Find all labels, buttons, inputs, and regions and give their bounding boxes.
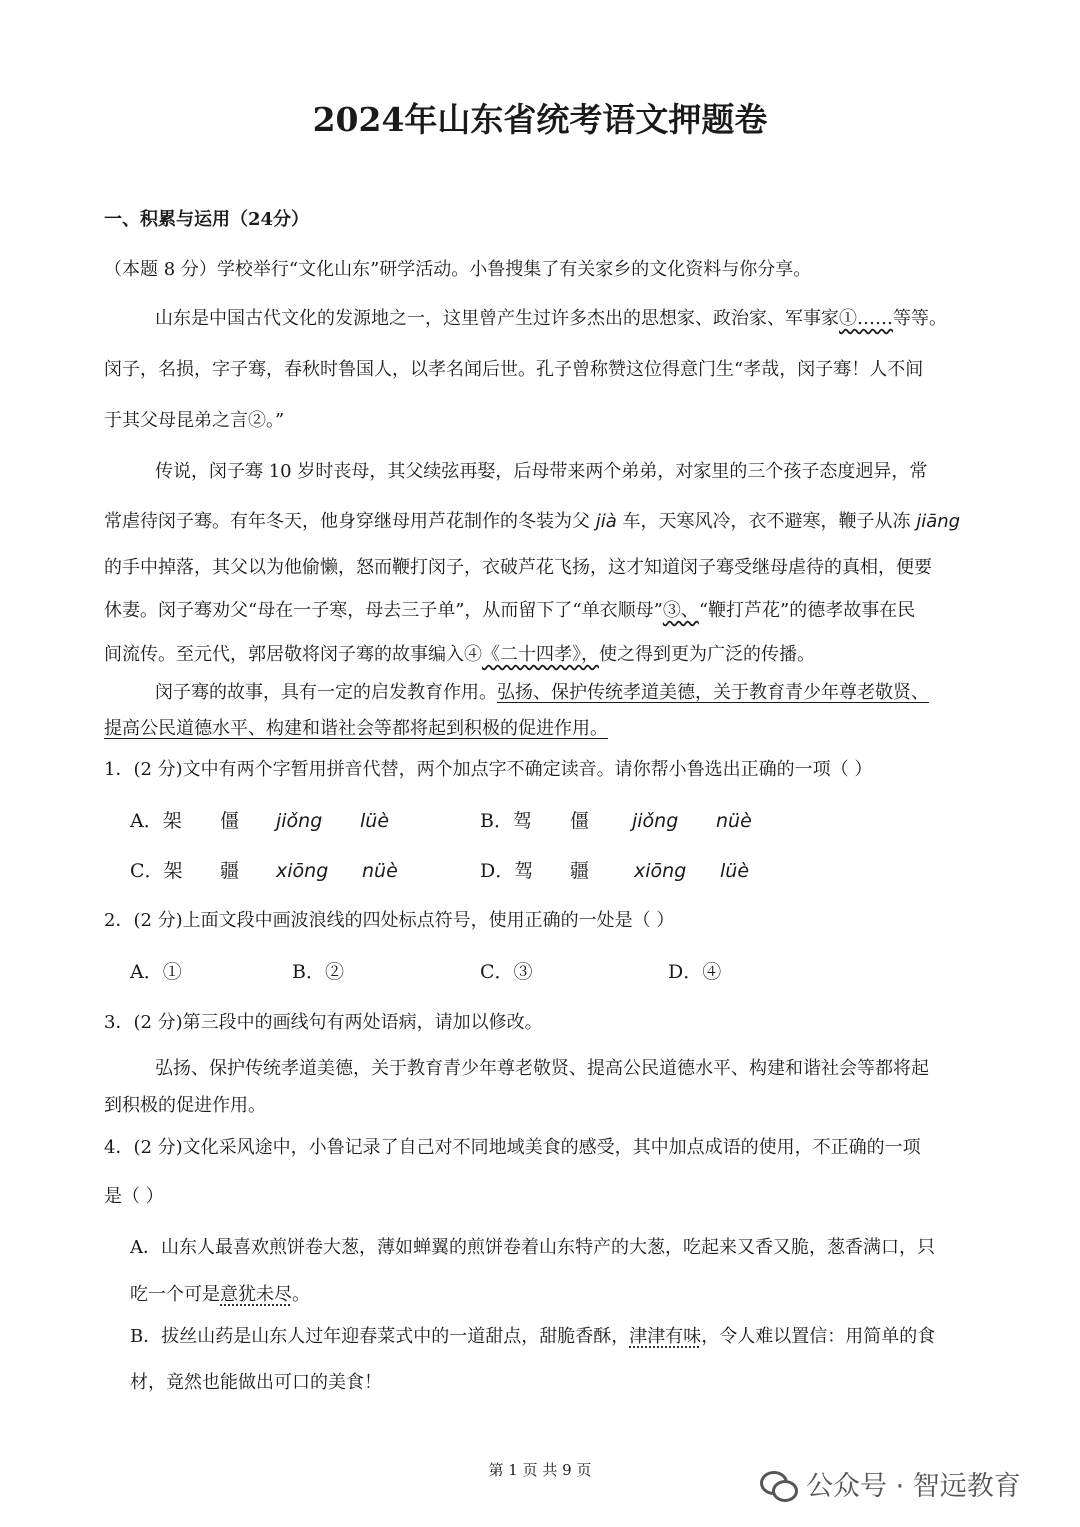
section-heading: 一、积累与运用（24分） bbox=[104, 209, 310, 230]
q4-option-b-text: B．拔丝山药是山东人过年迎春菜式中的一道甜点，甜脆香酥， bbox=[130, 1326, 630, 1347]
q1-stem: 1．(2 分)文中有两个字暂用拼音代替，两个加点字不确定读音。请你帮小鲁选出正确的一项（ ） bbox=[104, 759, 873, 780]
q1-option-b-char2: 僵 bbox=[570, 810, 590, 832]
q1-option-d-pinyin2: lüè bbox=[720, 860, 750, 882]
q1-option-a-letter: A． bbox=[130, 810, 163, 832]
watermark bbox=[760, 1464, 1021, 1503]
intro-text: （本题 8 分）学校举行“文化山东”研学活动。小鲁搜集了有关家乡的文化资料与你分享。 bbox=[104, 259, 812, 280]
page-number: 第 1 页 共 9 页 bbox=[488, 1461, 592, 1479]
q1-option-b-pinyin1: jiǒng bbox=[632, 810, 679, 832]
wechat-icon bbox=[760, 1469, 796, 1499]
q2-option-b: B．② bbox=[292, 961, 344, 983]
page-title: 2024年山东省统考语文押题卷 bbox=[312, 100, 768, 139]
para2-line2 bbox=[104, 510, 960, 534]
para1-line1-end: 等等。 bbox=[893, 308, 947, 329]
q4-option-a-line2 bbox=[130, 1283, 310, 1307]
q2-option-d: D．④ bbox=[668, 961, 722, 983]
q1-option-d-letter: D． bbox=[480, 860, 515, 882]
para2-line5-text: 间流传。至元代，郭居敬将闵子骞的故事编入④ bbox=[104, 644, 482, 665]
wavy-mark-1: ①…… bbox=[839, 308, 893, 329]
q1-option-c-letter: C． bbox=[130, 860, 164, 882]
q4-option-a-text: 吃一个可是 bbox=[130, 1284, 220, 1305]
para2-line2-text: 常虐待闵子骞。有年冬天，他身穿继母用芦花制作的冬装为父 bbox=[104, 511, 590, 532]
q1-option-c bbox=[130, 858, 183, 884]
q1-option-c-char2: 疆 bbox=[220, 860, 240, 882]
q1-option-b-letter: B． bbox=[480, 810, 513, 832]
para2-line4 bbox=[104, 599, 915, 623]
para3-line1-text: 闵子骞的故事，具有一定的启发教育作用。 bbox=[155, 682, 497, 703]
q4-option-b-line2: 材，竟然也能做出可口的美食！ bbox=[130, 1372, 382, 1393]
q2-option-a: A．① bbox=[130, 961, 182, 983]
q4-option-b-end: ，令人难以置信：用简单的食 bbox=[701, 1326, 936, 1347]
q1-option-b-pinyin2: nüè bbox=[716, 810, 752, 832]
q1-option-a-pinyin2: lüè bbox=[360, 810, 390, 832]
para2-line4-text: 休妻。闵子骞劝父“母在一子寒，母去三子单”，从而留下了“单衣顺母” bbox=[104, 600, 663, 621]
q1-option-b bbox=[480, 808, 532, 834]
para2-line5-end: 使之得到更为广泛的传播。 bbox=[599, 644, 815, 665]
para3-line1 bbox=[155, 681, 929, 705]
wavy-mark-4: 《二十四孝》， bbox=[482, 644, 599, 665]
para1-line1-text: 山东是中国古代文化的发源地之一，这里曾产生过许多杰出的思想家、政治家、军事家 bbox=[155, 308, 839, 329]
underlined-sentence-part1: 弘扬、保护传统孝道美德，关于教育青少年尊老敬贤、 bbox=[497, 682, 929, 703]
para1-line3: 于其父母昆弟之言②。” bbox=[104, 410, 285, 431]
wavy-mark-3: ③、 bbox=[662, 600, 699, 621]
q1-option-a-char2: 僵 bbox=[220, 810, 240, 832]
q3-quote-line2: 到积极的促进作用。 bbox=[104, 1095, 266, 1116]
q1-option-c-pinyin2: nüè bbox=[362, 860, 398, 882]
q1-option-c-char1: 架 bbox=[163, 860, 183, 882]
watermark-text: 公众号 · 智远教育 bbox=[806, 1471, 1021, 1502]
q1-option-a-pinyin1: jiǒng bbox=[276, 810, 323, 832]
q4-stem-line1: 4．(2 分)文化采风途中，小鲁记录了自己对不同地域美食的感受，其中加点成语的使用，不正确的一项 bbox=[104, 1137, 921, 1158]
q3-quote-line1: 弘扬、保护传统孝道美德，关于教育青少年尊老敬贤、提高公民道德水平、构建和谐社会等都将起 bbox=[155, 1058, 929, 1079]
para2-line5 bbox=[104, 643, 815, 667]
q2-option-c: C．③ bbox=[480, 961, 533, 983]
para1-line1 bbox=[155, 307, 947, 331]
dotted-idiom-b: 津津有味 bbox=[629, 1326, 702, 1347]
para1-line2: 闵子，名损，字子骞，春秋时鲁国人，以孝名闻后世。孔子曾称赞这位得意门生“孝哉，闵子骞！人不间 bbox=[104, 359, 924, 380]
underlined-sentence-part2: 提高公民道德水平、构建和谐社会等都将起到积极的促进作用。 bbox=[104, 718, 608, 739]
q3-stem: 3．(2 分)第三段中的画线句有两处语病，请加以修改。 bbox=[104, 1012, 543, 1033]
q4-option-b-line1 bbox=[130, 1325, 935, 1349]
q1-option-d bbox=[480, 858, 533, 884]
q4-option-a-line1: A．山东人最喜欢煎饼卷大葱，薄如蝉翼的煎饼卷着山东特产的大葱，吃起来又香又脆，葱香满口，只 bbox=[130, 1237, 935, 1258]
para2-line3: 的手中掉落，其父以为他偷懒，怒而鞭打闵子，衣破芦花飞扬，这才知道闵子骞受继母虐待的真相，便要 bbox=[104, 557, 932, 578]
q1-option-a-char1: 架 bbox=[162, 810, 182, 832]
para2-line1: 传说，闵子骞 10 岁时丧母，其父续弦再娶，后母带来两个弟弟，对家里的三个孩子态度迥异，常 bbox=[155, 461, 928, 482]
q1-option-c-pinyin1: xiōng bbox=[276, 860, 329, 882]
q4-stem-line2: 是（ ） bbox=[104, 1186, 164, 1207]
dotted-idiom-a: 意犹未尽 bbox=[220, 1284, 292, 1305]
q2-stem: 2．(2 分)上面文段中画波浪线的四处标点符号，使用正确的一处是（ ） bbox=[104, 910, 675, 931]
q1-option-d-char1: 驾 bbox=[514, 860, 534, 882]
q1-option-d-char2: 疆 bbox=[570, 860, 590, 882]
q1-option-d-pinyin1: xiōng bbox=[634, 860, 687, 882]
q4-option-a-end: 。 bbox=[292, 1284, 310, 1305]
pinyin-jia: jià bbox=[590, 511, 623, 532]
q1-option-b-char1: 驾 bbox=[512, 810, 532, 832]
pinyin-jiang: jiāng bbox=[910, 511, 961, 532]
q1-option-a bbox=[130, 808, 182, 834]
para2-line2-mid: 车，天寒风冷，衣不避寒，鞭子从冻 bbox=[622, 511, 911, 532]
para2-line4-end: “鞭打芦花”的德孝故事在民 bbox=[698, 600, 916, 621]
